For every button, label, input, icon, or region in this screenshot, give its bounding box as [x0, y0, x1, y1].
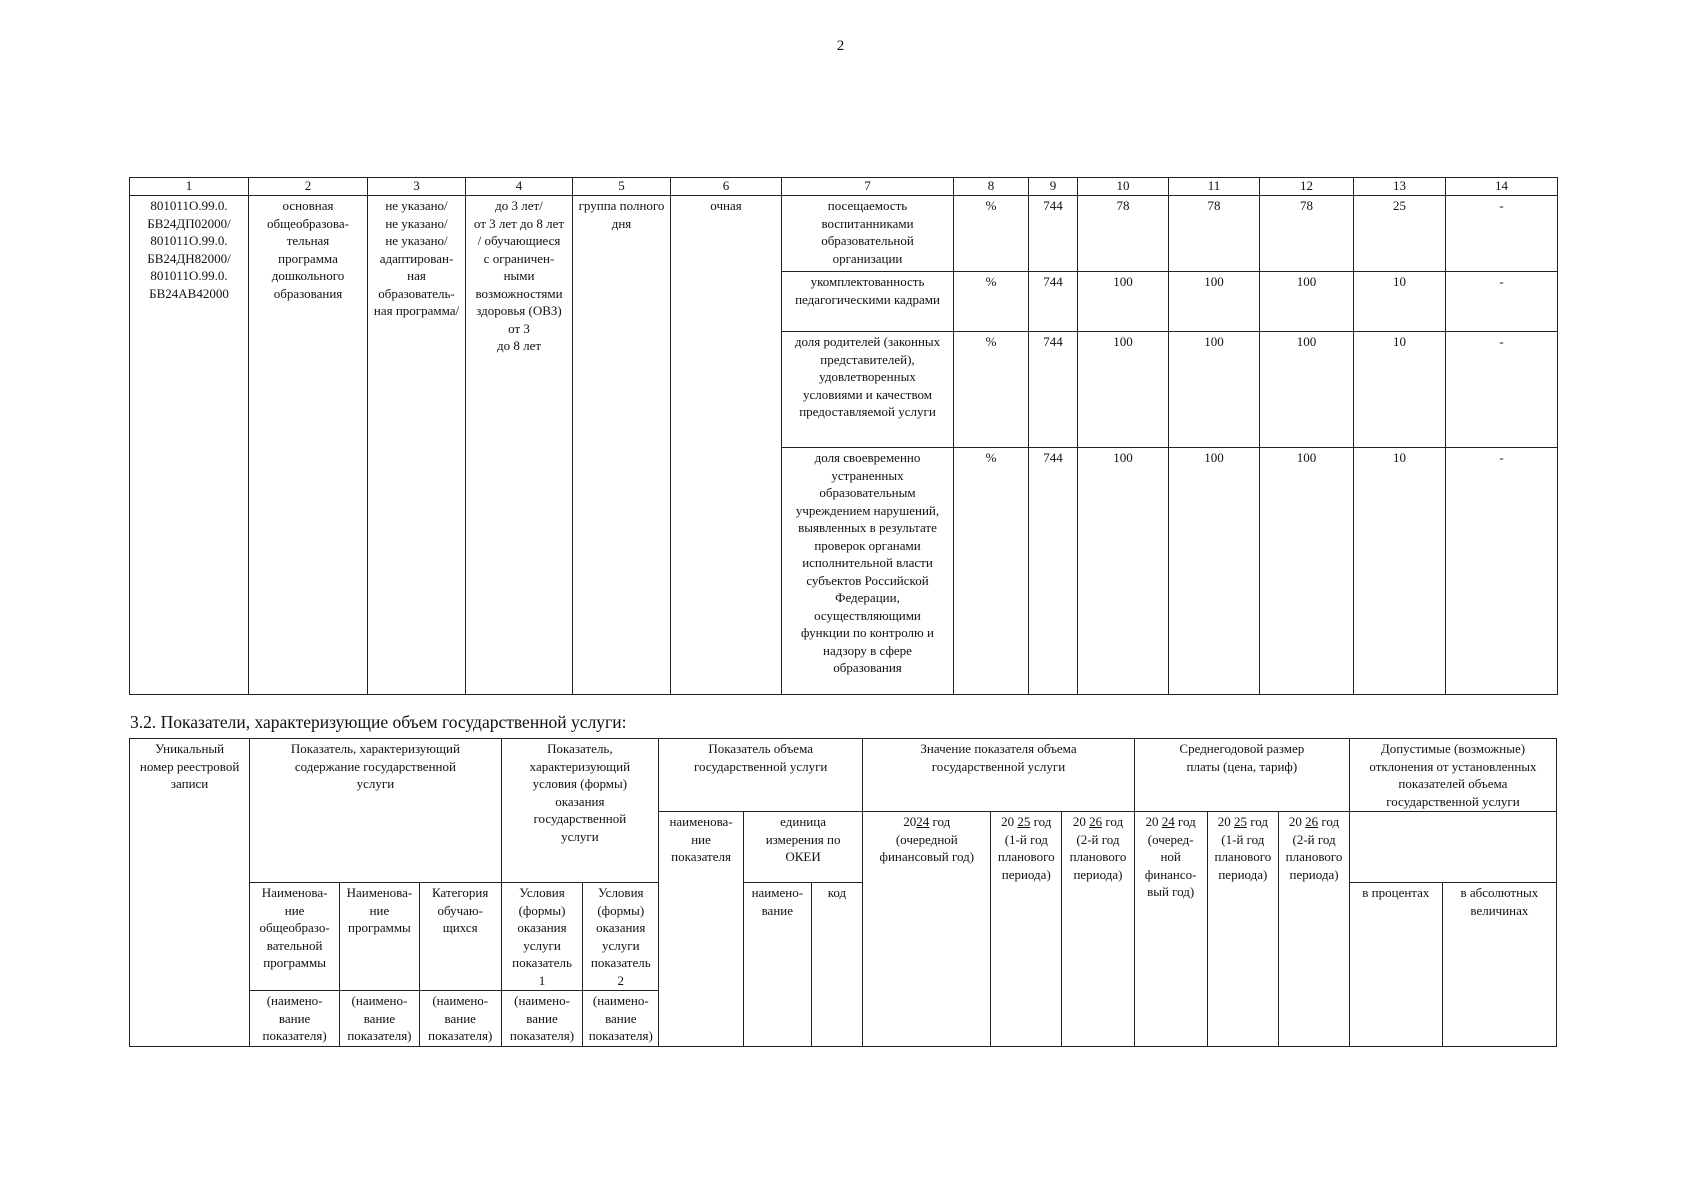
indicator-unit: % [954, 332, 1029, 448]
value-year-2024-header [863, 812, 991, 1047]
annual-fee-header: Среднегодовой размер платы (цена, тариф) [1134, 739, 1349, 812]
registry-header: Уникальный номер реестровой записи [130, 739, 250, 1047]
value-2026: 100 [1260, 448, 1354, 695]
col-number: 14 [1446, 178, 1558, 196]
table-row [130, 196, 1558, 272]
year-suffix: 25 [1233, 814, 1247, 829]
year-prefix: 20 [1072, 814, 1090, 829]
value-year-2025-header [991, 812, 1062, 1047]
stay-mode: группа полного дня [573, 196, 671, 695]
deviation-percent: 25 [1354, 196, 1446, 272]
value-2026: 100 [1260, 332, 1354, 448]
col-number: 7 [782, 178, 954, 196]
year-prefix: 20 [1001, 814, 1018, 829]
year-prefix: 20 [1288, 814, 1306, 829]
year-prefix: 20 [903, 814, 917, 829]
header-row [130, 739, 1557, 812]
program-type: не указано/ не указано/ не указано/ адаптирован- ная образователь- ная программа/ [368, 196, 466, 695]
value-year-2026-header [1062, 812, 1135, 1047]
value-2024: 100 [1078, 448, 1169, 695]
col-number: 10 [1078, 178, 1169, 196]
category-header: Категория обучаю- щихся [419, 883, 501, 991]
conditions-indicator-header: Показатель, характеризующий условия (формы) оказания государственной услуги [501, 739, 659, 883]
page-number: 2 [836, 38, 845, 54]
col-number: 1 [130, 178, 249, 196]
year-description: год (1-й год планового периода) [997, 814, 1055, 882]
col-number: 11 [1169, 178, 1260, 196]
indicator-unit: % [954, 448, 1029, 695]
volume-indicator-header: Показатель объема государственной услуги [659, 739, 863, 812]
volume-value-header: Значение показателя объема государственной услуги [863, 739, 1135, 812]
year-suffix: 24 [1161, 814, 1175, 829]
year-suffix: 26 [1305, 814, 1319, 829]
deviation-absolute: - [1446, 196, 1558, 272]
year-description: год (очередной финансовый год) [879, 814, 975, 864]
year-description: год (2-й год планового периода) [1285, 814, 1343, 882]
value-2024: 78 [1078, 196, 1169, 272]
deviation-absolute: - [1446, 448, 1558, 695]
value-2026: 78 [1260, 196, 1354, 272]
col-number: 13 [1354, 178, 1446, 196]
indicator-name: доля родителей (законных представителей), удовлетворенных условиями и качеством предоставляемой услуги [782, 332, 954, 448]
deviation-spacer [1349, 812, 1556, 883]
year-prefix: 20 [1145, 814, 1162, 829]
deviation-header: Допустимые (возможные) отклонения от установленных показателей объема государственной услуги [1349, 739, 1556, 812]
col-number: 4 [466, 178, 573, 196]
indicator-unit: % [954, 196, 1029, 272]
content-indicator-header: Показатель, характеризующий содержание государственной услуги [250, 739, 501, 883]
indicator-name-header: наименова- ние показателя [659, 812, 744, 1047]
fee-year-2025-header [1207, 812, 1279, 1047]
unit-name-header: наимено- вание [743, 883, 811, 1047]
col-number: 5 [573, 178, 671, 196]
indicator-name-note: (наимено- вание показателя) [583, 991, 659, 1047]
deviation-absolute: - [1446, 272, 1558, 332]
deviation-percent: 10 [1354, 272, 1446, 332]
indicator-code: 744 [1029, 448, 1078, 695]
col-number: 8 [954, 178, 1029, 196]
indicator-code: 744 [1029, 196, 1078, 272]
unit-okei-header: единица измерения по ОКЕИ [743, 812, 862, 883]
deviation-absolute-header: в абсолютных величинах [1442, 883, 1556, 1047]
condition-2-header: Условия (формы) оказания услуги показатель 2 [583, 883, 659, 991]
year-prefix: 20 [1217, 814, 1234, 829]
year-suffix: 24 [916, 814, 930, 829]
year-description: год (2-й год планового периода) [1069, 814, 1127, 882]
indicator-name: посещаемость воспитанниками образовательной организации [782, 196, 954, 272]
indicator-code: 744 [1029, 272, 1078, 332]
program-header: Наименова- ние программы [340, 883, 420, 991]
value-2026: 100 [1260, 272, 1354, 332]
education-form: очная [671, 196, 782, 695]
value-2025: 100 [1169, 272, 1260, 332]
col-number: 6 [671, 178, 782, 196]
indicator-name: укомплектованность педагогическими кадрами [782, 272, 954, 332]
value-2025: 100 [1169, 448, 1260, 695]
section-title: 3.2. Показатели, характеризующие объем государственной услуги: [130, 712, 627, 732]
indicator-name-note: (наимено- вание показателя) [419, 991, 501, 1047]
value-2025: 78 [1169, 196, 1260, 272]
volume-indicators-table [129, 738, 1557, 1047]
condition-1-header: Условия (формы) оказания услуги показатель 1 [501, 883, 583, 991]
col-number: 12 [1260, 178, 1354, 196]
year-description: год (очеред- ной финансо- вый год) [1144, 814, 1197, 899]
fee-year-2026-header [1279, 812, 1350, 1047]
program-name: основная общеобразова- тельная программа дошкольного образования [249, 196, 368, 695]
quality-indicators-table [129, 177, 1558, 695]
year-suffix: 26 [1089, 814, 1103, 829]
unit-code-header: код [811, 883, 863, 1047]
column-number-row [130, 178, 1558, 196]
col-number: 3 [368, 178, 466, 196]
indicator-code: 744 [1029, 332, 1078, 448]
indicator-name-note: (наимено- вание показателя) [250, 991, 340, 1047]
deviation-percent: 10 [1354, 448, 1446, 695]
fee-year-2024-header [1134, 812, 1207, 1047]
value-2024: 100 [1078, 332, 1169, 448]
col-number: 9 [1029, 178, 1078, 196]
year-suffix: 25 [1017, 814, 1031, 829]
deviation-percent-header: в процентах [1349, 883, 1442, 1047]
deviation-absolute: - [1446, 332, 1558, 448]
indicator-name-note: (наимено- вание показателя) [340, 991, 420, 1047]
value-2025: 100 [1169, 332, 1260, 448]
registry-number: 801011О.99.0. БВ24ДП02000/ 801011О.99.0. БВ24ДН82000/ 801011О.99.0. БВ24АВ42000 [130, 196, 249, 695]
value-2024: 100 [1078, 272, 1169, 332]
indicator-name-note: (наимено- вание показателя) [501, 991, 583, 1047]
program-name-header: Наименова- ние общеобразо- вательной программы [250, 883, 340, 991]
indicator-name: доля своевременно устраненных образовательным учреждением нарушений, выявленных в результате проверок органами исполнительной власти субъектов Российской Федерации, осуществляющими функции по контролю и надзору в сфере образования [782, 448, 954, 695]
student-category: до 3 лет/ от 3 лет до 8 лет / обучающиеся с ограничен- ными возможностями здоровья (ОВЗ) от 3 до 8 лет [466, 196, 573, 695]
indicator-unit: % [954, 272, 1029, 332]
year-description: год (1-й год планового периода) [1214, 814, 1272, 882]
deviation-percent: 10 [1354, 332, 1446, 448]
col-number: 2 [249, 178, 368, 196]
